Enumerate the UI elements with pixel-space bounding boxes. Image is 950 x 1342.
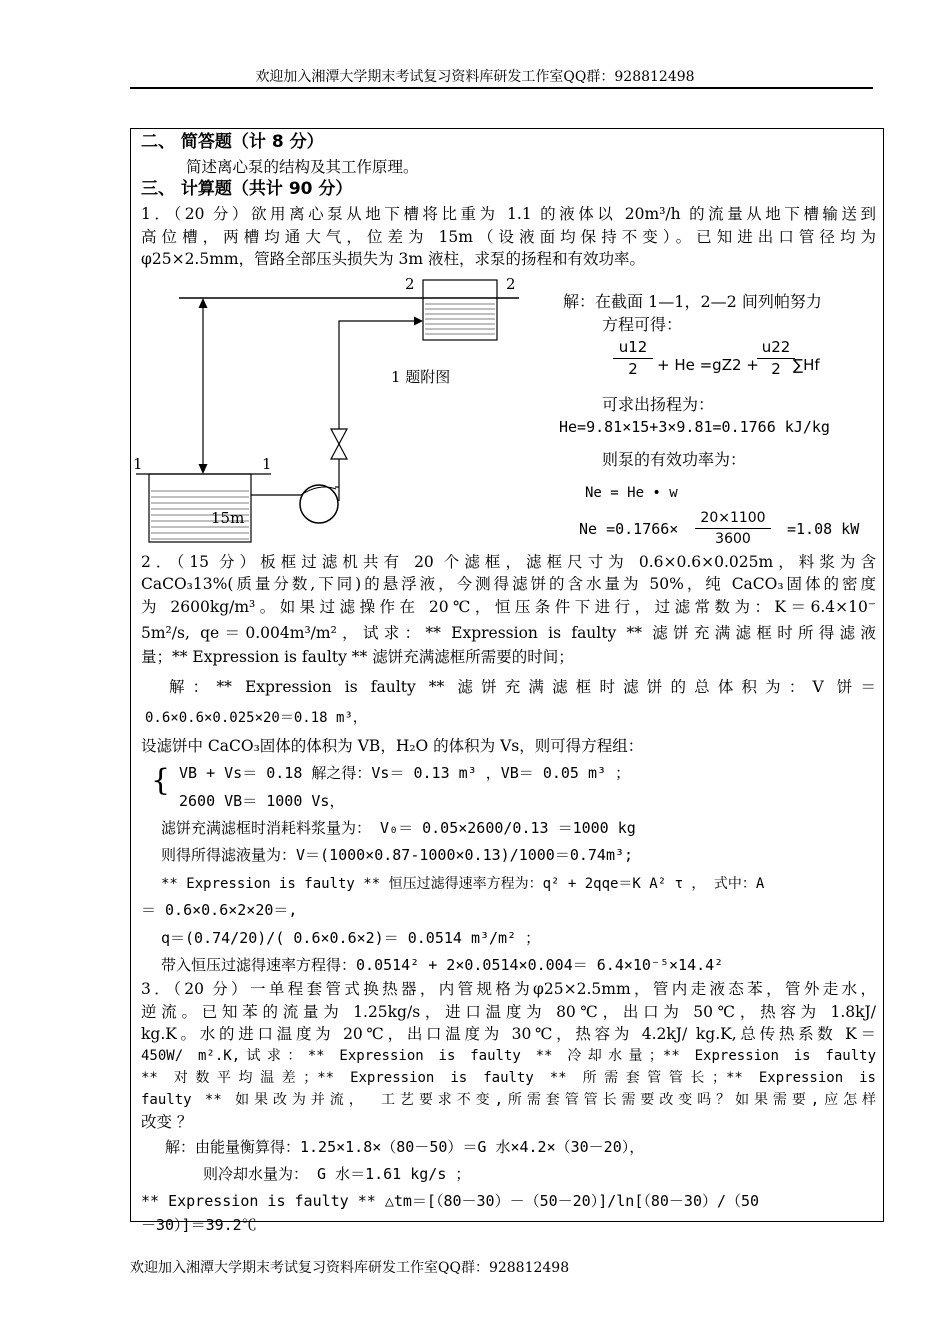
q3-line5: ** 对数平均温差；** Expression is faulty ** 所需套管管长；** Expression is <box>141 1070 876 1086</box>
q2-line3: 为 2600kg/m³。如果过滤操作在 20℃，恒压条件下进行，过滤常数为：K＝6.4×10⁻ <box>141 598 876 616</box>
q1-sol-l2: 方程可得： <box>602 315 683 334</box>
equation-brace: { <box>151 763 171 798</box>
eq-num2: u22 <box>757 337 795 359</box>
q2-line4: 5m²/s, qe＝0.004m³/m²，试求：** Expression is faulty ** 滤饼充满滤框时所得滤液 <box>141 624 876 642</box>
q1-sol-l7-pre: Ne =0.1766× <box>579 520 679 538</box>
q3-line1: 3．（20 分）一单程套管式换热器，内管规格为φ25×2.5mm，管内走液态苯，管外走水， <box>141 980 876 998</box>
q3-sol3: ** Expression is faulty ** △tm＝[（80－30）－（50－20）]/ln[（80－30）/（50 <box>141 1192 760 1210</box>
eq-fraction-2 <box>757 337 795 380</box>
label-2-right: 2 <box>506 275 516 293</box>
label-1-left: 1 <box>133 455 143 473</box>
pump-system-diagram <box>131 269 531 549</box>
page-footer: 欢迎加入湘潭大学期末考试复习资料库研发工作室QQ群：928812498 <box>130 1260 570 1276</box>
power-fraction <box>695 508 771 549</box>
valve-icon <box>331 429 347 444</box>
pump-icon <box>300 485 338 523</box>
q2-sol4: VB + Vs＝ 0.18 解之得：Vs＝ 0.13 m³ ，VB＝ 0.05 m³ ； <box>179 764 631 782</box>
q2-line2: CaCO₃13%(质量分数,下同)的悬浮液，今测得滤饼的含水量为 50%，纯 CaCO₃固体的密度 <box>141 575 876 593</box>
section2-question: 简述离心泵的结构及其工作原理。 <box>186 158 419 176</box>
section2-title: 二、 简答题（计 8 分） <box>141 132 324 152</box>
q2-sol10: q＝(0.74/20)/( 0.6×0.6×2)＝ 0.0514 m³/m² ； <box>161 929 541 947</box>
q3-line2: 逆流。已知苯的流量为 1.25kg/s，进口温度为 80℃，出口为 50℃，热容为 1.8kJ/ <box>141 1003 876 1021</box>
q2-sol1: 解：** Expression is faulty ** 滤饼充满滤框时滤饼的总体积为：V 饼＝ <box>169 678 876 696</box>
q3-line7: 改变 ？ <box>141 1113 193 1131</box>
q3-sol1: 解：由能量衡算得：1.25×1.8×（80－50）＝G 水×4.2×（30－20）， <box>165 1138 645 1156</box>
q1-line3: φ25×2.5mm，管路全部压头损失为 3m 液柱，求泵的扬程和有效功率。 <box>141 250 646 268</box>
q2-sol8: ** Expression is faulty ** 恒压过滤得速率方程为：q² + 2qqe＝K A² τ ， 式中：A <box>161 876 765 892</box>
q2-sol3: 设滤饼中 CaCO₃固体的体积为 VB，H₂O 的体积为 Vs，则可得方程组： <box>141 737 644 755</box>
q3-line6: faulty ** 如果改为并流， 工艺要求不变,所需套管管长需要改变吗？如果需要,应怎样 <box>141 1092 876 1108</box>
eq-end: ∑Hf <box>793 356 820 374</box>
figure-caption: 1 题附图 <box>391 368 451 386</box>
q2-line1: 2．（15 分）板框过滤机共有 20 个滤框，滤框尺寸为 0.6×0.6×0.025m，料浆为含 <box>141 553 876 571</box>
eq-fraction-1 <box>613 337 653 380</box>
q2-sol5: 2600 VB＝ 1000 Vs， <box>179 792 345 810</box>
q1-sol-l6: Ne = He • w <box>585 485 678 501</box>
power-den: 3600 <box>715 531 751 547</box>
label-2-left: 2 <box>405 275 415 293</box>
eq-num1: u12 <box>613 337 653 359</box>
content-frame <box>130 128 884 1234</box>
delivery-pipe <box>339 321 416 501</box>
q2-sol11: 带入恒压过滤得速率方程得：0.0514² + 2×0.0514×0.004＝ 6.4×10⁻⁵×14.4² <box>161 956 724 974</box>
q1-sol-l7-post: =1.08 kW <box>787 520 860 538</box>
low-tank <box>149 474 251 542</box>
header-rule <box>130 87 873 89</box>
eq-den1: 2 <box>628 360 638 378</box>
q1-sol-l3: 可求出扬程为： <box>602 395 715 414</box>
figure-height-label: 15m <box>211 509 245 527</box>
q3-sol4: －30）]＝39.2℃ <box>141 1216 257 1234</box>
page-header: 欢迎加入湘潭大学期末考试复习资料库研发工作室QQ群：928812498 <box>255 69 695 85</box>
q3-sol2: 则冷却水量为： G 水＝1.61 kg/s ； <box>203 1165 471 1183</box>
power-num: 20×1100 <box>695 508 771 529</box>
eq-den2: 2 <box>771 360 781 378</box>
q1-sol-l1: 解：在截面 1—1，2—2 间列帕努力 <box>563 292 822 311</box>
q2-sol9: ＝ 0.6×0.6×2×20＝, <box>141 901 298 919</box>
q2-line5: 量；** Expression is faulty ** 滤饼充满滤框所需要的时间； <box>141 648 574 666</box>
eq-mid: + He =gZ2 + <box>657 356 759 374</box>
label-1-right: 1 <box>262 455 272 473</box>
q1-sol-l4: He=9.81×15+3×9.81=0.1766 kJ/kg <box>559 418 830 436</box>
flow-arrow-icon <box>414 317 423 326</box>
high-tank-liquid-lines <box>425 304 495 334</box>
q1-line2: 高位槽，两槽均通大气，位差为 15m（设液面均保持不变）。已知进出口管径均为 <box>141 228 876 246</box>
section3-title: 三、 计算题（共计 90 分） <box>141 179 353 199</box>
q3-line3: kg.K。水的进口温度为 20℃，出口温度为 30℃，热容为 4.2kJ/ kg.K,总传热系数 K＝ <box>141 1025 876 1043</box>
q2-sol6: 滤饼充满滤框时消耗料浆量为： V₀＝ 0.05×2600/0.13 ＝1000 kg <box>161 819 636 837</box>
q3-line4: 450W/ m².K,试求：** Expression is faulty ** 冷却水量；** Expression is faulty <box>141 1048 876 1064</box>
q2-sol2: 0.6×0.6×0.025×20＝0.18 m³， <box>145 710 367 726</box>
q1-line1: 1．（20 分）欲用离心泵从地下槽将比重为 1.1 的液体以 20m³/h 的流量从地下槽输送到 <box>141 205 876 223</box>
high-tank <box>423 280 497 340</box>
q2-sol7: 则得所得滤液量为：V＝(1000×0.87-1000×0.13)/1000＝0.74m³; <box>161 846 634 864</box>
q1-sol-l5: 则泵的有效功率为： <box>602 450 747 469</box>
